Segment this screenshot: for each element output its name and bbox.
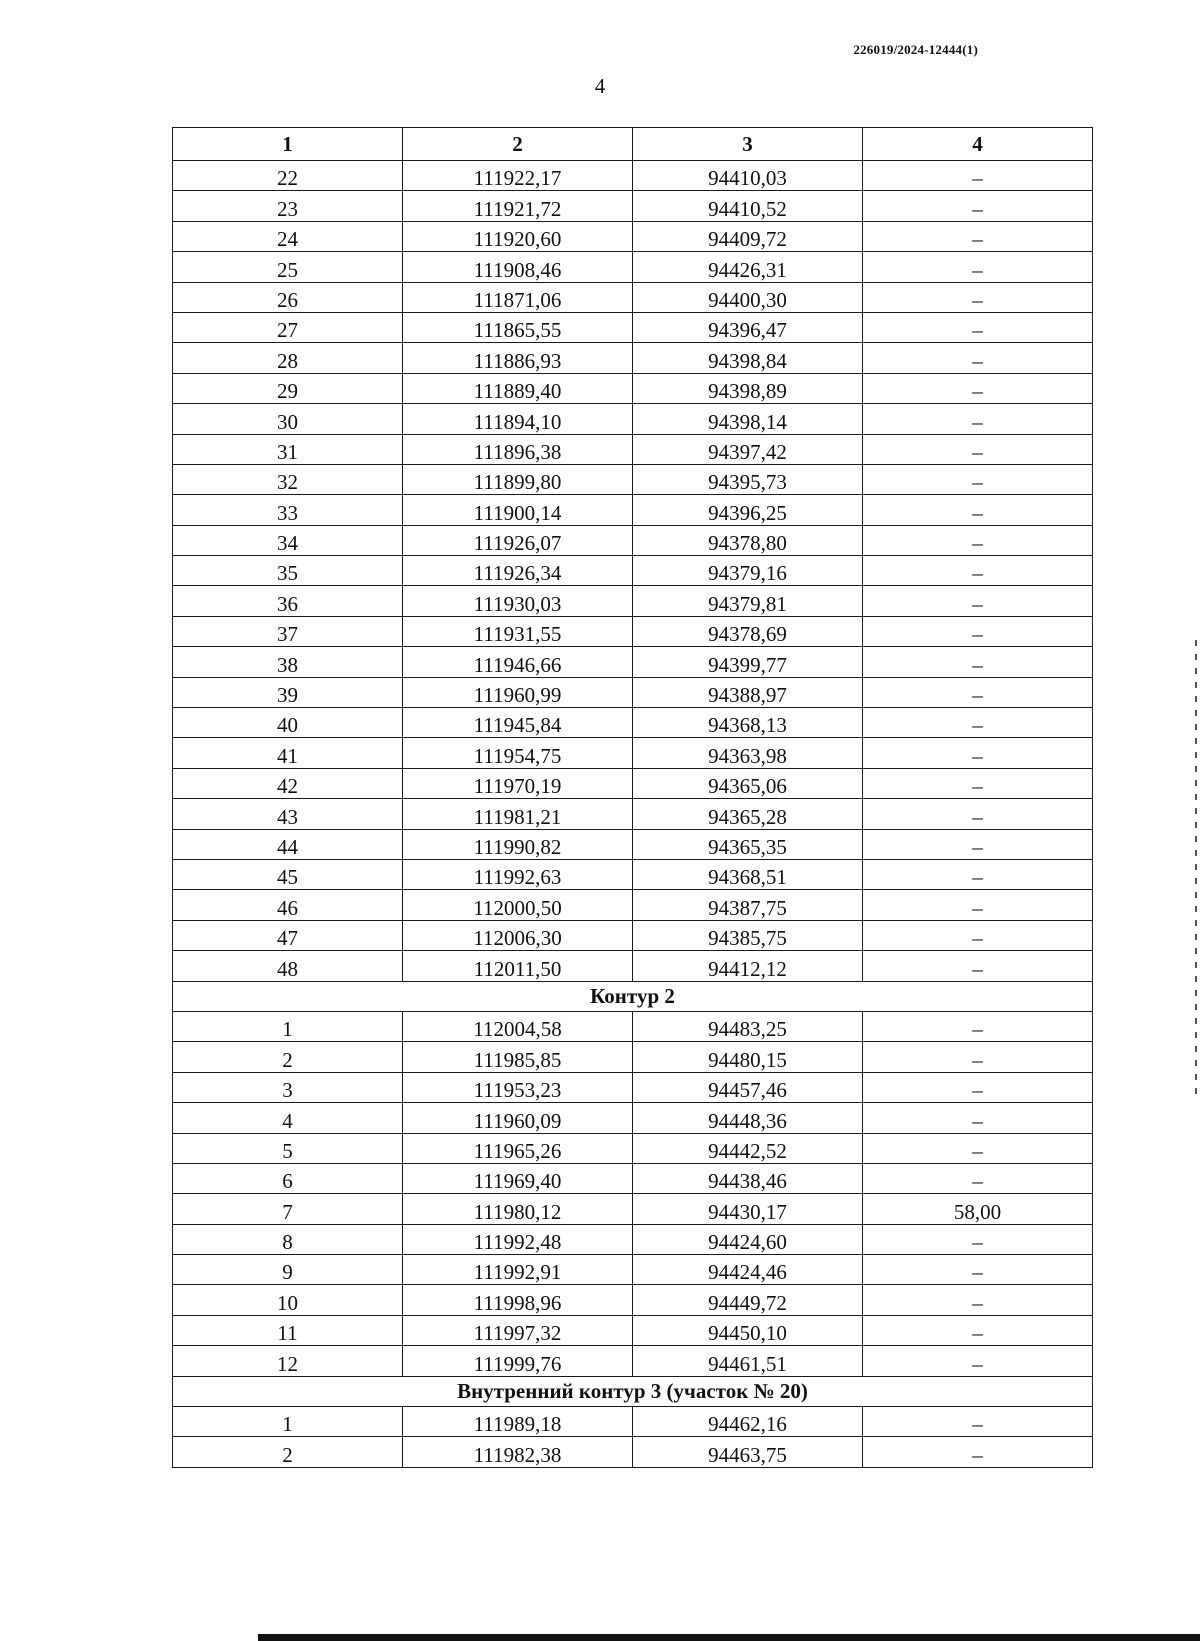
table-cell-col-2: 111921,72: [403, 191, 633, 221]
table-cell-col-3: 94397,42: [633, 434, 863, 464]
table-row: [173, 1011, 1093, 1041]
table-cell-col-3: 94388,97: [633, 677, 863, 707]
table-cell-col-3: 94396,25: [633, 495, 863, 525]
table-row: [173, 677, 1093, 707]
table-cell-col-4: –: [863, 434, 1093, 464]
table-cell-col-1: 45: [173, 859, 403, 889]
table-cell-col-1: 12: [173, 1346, 403, 1376]
table-cell-col-2: 111992,63: [403, 859, 633, 889]
table-row: [173, 1407, 1093, 1437]
table-row: [173, 890, 1093, 920]
table-row: [173, 282, 1093, 312]
table-cell-col-4: –: [863, 1103, 1093, 1133]
table-cell-col-2: 111989,18: [403, 1407, 633, 1437]
table-cell-col-1: 9: [173, 1255, 403, 1285]
table-cell-col-2: 111931,55: [403, 616, 633, 646]
table-cell-col-2: 111930,03: [403, 586, 633, 616]
table-cell-col-2: 111985,85: [403, 1042, 633, 1072]
table-cell-col-1: 38: [173, 647, 403, 677]
table-row: [173, 1042, 1093, 1072]
table-cell-col-2: 111960,09: [403, 1103, 633, 1133]
table-cell-col-4: –: [863, 799, 1093, 829]
table-cell-col-1: 30: [173, 404, 403, 434]
table-cell-col-3: 94449,72: [633, 1285, 863, 1315]
section-title: Контур 2: [173, 981, 1093, 1011]
table-cell-col-1: 24: [173, 221, 403, 251]
table-cell-col-3: 94398,84: [633, 343, 863, 373]
table-cell-col-3: 94378,69: [633, 616, 863, 646]
table-row: [173, 768, 1093, 798]
table-cell-col-3: 94430,17: [633, 1194, 863, 1224]
table-cell-col-4: –: [863, 1133, 1093, 1163]
table-cell-col-2: 111960,99: [403, 677, 633, 707]
table-cell-col-3: 94461,51: [633, 1346, 863, 1376]
table-cell-col-3: 94363,98: [633, 738, 863, 768]
table-cell-col-4: –: [863, 1255, 1093, 1285]
table-cell-col-1: 33: [173, 495, 403, 525]
table-cell-col-4: –: [863, 829, 1093, 859]
table-cell-col-3: 94379,16: [633, 556, 863, 586]
document-id: 226019/2024-12444(1): [853, 42, 978, 57]
table-cell-col-3: 94395,73: [633, 464, 863, 494]
table-cell-col-4: –: [863, 161, 1093, 191]
page-number: 4: [594, 74, 606, 98]
table-cell-col-3: 94424,60: [633, 1224, 863, 1254]
table-cell-col-4: –: [863, 1346, 1093, 1376]
table-row: [173, 1194, 1093, 1224]
table-cell-col-3: 94448,36: [633, 1103, 863, 1133]
table-cell-col-3: 94368,51: [633, 859, 863, 889]
table-cell-col-3: 94463,75: [633, 1437, 863, 1467]
table-cell-col-4: –: [863, 525, 1093, 555]
table-cell-col-3: 94426,31: [633, 252, 863, 282]
table-cell-col-3: 94365,06: [633, 768, 863, 798]
table-cell-col-2: 111899,80: [403, 464, 633, 494]
table-row: [173, 191, 1093, 221]
table-cell-col-4: –: [863, 252, 1093, 282]
table-cell-col-2: 111894,10: [403, 404, 633, 434]
table-cell-col-4: –: [863, 1285, 1093, 1315]
table-row: [173, 161, 1093, 191]
table-cell-col-2: 111920,60: [403, 221, 633, 251]
table-cell-col-3: 94398,89: [633, 373, 863, 403]
header-row: [173, 128, 1093, 161]
table-cell-col-2: 111926,34: [403, 556, 633, 586]
table-cell-col-2: 111926,07: [403, 525, 633, 555]
table-cell-col-4: –: [863, 404, 1093, 434]
table-cell-col-1: 29: [173, 373, 403, 403]
table-cell-col-1: 6: [173, 1163, 403, 1193]
table-cell-col-4: –: [863, 373, 1093, 403]
table-cell-col-2: 111946,66: [403, 647, 633, 677]
table-row: [173, 1224, 1093, 1254]
table-cell-col-3: 94378,80: [633, 525, 863, 555]
table-cell-col-2: 111982,38: [403, 1437, 633, 1467]
table-row: [173, 1285, 1093, 1315]
table-cell-col-1: 22: [173, 161, 403, 191]
table-row: [173, 951, 1093, 981]
table-row: [173, 829, 1093, 859]
table-cell-col-3: 94480,15: [633, 1042, 863, 1072]
table-cell-col-4: –: [863, 312, 1093, 342]
table-cell-col-4: –: [863, 890, 1093, 920]
table-cell-col-2: 111945,84: [403, 708, 633, 738]
table-cell-col-4: –: [863, 647, 1093, 677]
table-cell-col-2: 111954,75: [403, 738, 633, 768]
table-cell-col-3: 94409,72: [633, 221, 863, 251]
table-row: [173, 434, 1093, 464]
table-cell-col-4: –: [863, 677, 1093, 707]
table-cell-col-3: 94450,10: [633, 1315, 863, 1345]
table-cell-col-1: 34: [173, 525, 403, 555]
table-row: [173, 738, 1093, 768]
table-cell-col-3: 94424,46: [633, 1255, 863, 1285]
table-cell-col-1: 37: [173, 616, 403, 646]
table-cell-col-2: 111969,40: [403, 1163, 633, 1193]
table-row: [173, 525, 1093, 555]
table-cell-col-1: 7: [173, 1194, 403, 1224]
table-cell-col-2: 111896,38: [403, 434, 633, 464]
table-cell-col-1: 3: [173, 1072, 403, 1102]
table-cell-col-1: 47: [173, 920, 403, 950]
table-cell-col-4: –: [863, 951, 1093, 981]
scan-right-edge-marks: [1195, 640, 1197, 1100]
table-cell-col-1: 23: [173, 191, 403, 221]
table-cell-col-4: –: [863, 464, 1093, 494]
table-cell-col-2: 111997,32: [403, 1315, 633, 1345]
table-cell-col-3: 94365,28: [633, 799, 863, 829]
table-cell-col-1: 25: [173, 252, 403, 282]
table-cell-col-4: –: [863, 738, 1093, 768]
table-row: [173, 616, 1093, 646]
table-cell-col-3: 94385,75: [633, 920, 863, 950]
table-cell-col-4: –: [863, 1315, 1093, 1345]
section-title: Внутренний контур 3 (участок № 20): [173, 1376, 1093, 1406]
table-row: [173, 586, 1093, 616]
table-cell-col-4: –: [863, 221, 1093, 251]
table-cell-col-3: 94483,25: [633, 1011, 863, 1041]
table-cell-col-2: 112006,30: [403, 920, 633, 950]
table-row: [173, 1255, 1093, 1285]
column-header-4: 4: [863, 128, 1093, 161]
table-cell-col-4: –: [863, 586, 1093, 616]
table-cell-col-1: 32: [173, 464, 403, 494]
table-cell-col-4: –: [863, 1042, 1093, 1072]
table-cell-col-2: 112000,50: [403, 890, 633, 920]
section-row: [173, 981, 1093, 1011]
table-cell-col-1: 40: [173, 708, 403, 738]
table-row: [173, 404, 1093, 434]
table-row: [173, 464, 1093, 494]
table-cell-col-4: –: [863, 1407, 1093, 1437]
table-cell-col-1: 2: [173, 1042, 403, 1072]
table-cell-col-4: –: [863, 343, 1093, 373]
table-cell-col-2: 111865,55: [403, 312, 633, 342]
table-cell-col-1: 39: [173, 677, 403, 707]
table-cell-col-1: 4: [173, 1103, 403, 1133]
table-cell-col-4: –: [863, 495, 1093, 525]
table-cell-col-1: 5: [173, 1133, 403, 1163]
table-cell-col-2: 111953,23: [403, 1072, 633, 1102]
table-cell-col-4: –: [863, 556, 1093, 586]
table-cell-col-4: 58,00: [863, 1194, 1093, 1224]
column-header-3: 3: [633, 128, 863, 161]
table-cell-col-4: –: [863, 616, 1093, 646]
table-cell-col-3: 94399,77: [633, 647, 863, 677]
table-cell-col-2: 111871,06: [403, 282, 633, 312]
table-cell-col-2: 111970,19: [403, 768, 633, 798]
table-row: [173, 1437, 1093, 1467]
table-cell-col-2: 112004,58: [403, 1011, 633, 1041]
table-row: [173, 373, 1093, 403]
table-cell-col-4: –: [863, 1163, 1093, 1193]
table-cell-col-2: 111980,12: [403, 1194, 633, 1224]
table-row: [173, 920, 1093, 950]
table-cell-col-4: –: [863, 191, 1093, 221]
table-cell-col-2: 111990,82: [403, 829, 633, 859]
table-cell-col-4: –: [863, 1072, 1093, 1102]
coordinates-table: [172, 127, 1093, 1468]
table-cell-col-1: 46: [173, 890, 403, 920]
table-cell-col-4: –: [863, 920, 1093, 950]
table-cell-col-4: –: [863, 282, 1093, 312]
table-cell-col-3: 94410,03: [633, 161, 863, 191]
table-row: [173, 647, 1093, 677]
table-cell-col-2: 111998,96: [403, 1285, 633, 1315]
table-cell-col-1: 42: [173, 768, 403, 798]
table-cell-col-1: 35: [173, 556, 403, 586]
table-cell-col-1: 11: [173, 1315, 403, 1345]
table-header: [173, 128, 1093, 161]
table-cell-col-1: 44: [173, 829, 403, 859]
table-cell-col-2: 112011,50: [403, 951, 633, 981]
table-cell-col-1: 36: [173, 586, 403, 616]
table-cell-col-4: –: [863, 1011, 1093, 1041]
table-cell-col-1: 1: [173, 1407, 403, 1437]
table-cell-col-3: 94410,52: [633, 191, 863, 221]
table-cell-col-4: –: [863, 1437, 1093, 1467]
table-cell-col-2: 111992,91: [403, 1255, 633, 1285]
table-row: [173, 1346, 1093, 1376]
table-cell-col-3: 94365,35: [633, 829, 863, 859]
table-row: [173, 1315, 1093, 1345]
table-cell-col-1: 28: [173, 343, 403, 373]
column-header-1: 1: [173, 128, 403, 161]
table-cell-col-2: 111900,14: [403, 495, 633, 525]
table-cell-col-1: 48: [173, 951, 403, 981]
table-cell-col-1: 31: [173, 434, 403, 464]
table-cell-col-1: 27: [173, 312, 403, 342]
table-cell-col-1: 41: [173, 738, 403, 768]
table-row: [173, 343, 1093, 373]
table-cell-col-3: 94379,81: [633, 586, 863, 616]
table-cell-col-1: 1: [173, 1011, 403, 1041]
table-row: [173, 708, 1093, 738]
table-cell-col-3: 94457,46: [633, 1072, 863, 1102]
table-row: [173, 859, 1093, 889]
table-cell-col-1: 43: [173, 799, 403, 829]
table-row: [173, 1072, 1093, 1102]
table-cell-col-3: 94400,30: [633, 282, 863, 312]
table-cell-col-2: 111908,46: [403, 252, 633, 282]
table-cell-col-3: 94462,16: [633, 1407, 863, 1437]
table-cell-col-1: 26: [173, 282, 403, 312]
section-row: [173, 1376, 1093, 1406]
table-cell-col-3: 94442,52: [633, 1133, 863, 1163]
table-cell-col-2: 111981,21: [403, 799, 633, 829]
table-cell-col-3: 94387,75: [633, 890, 863, 920]
table-row: [173, 799, 1093, 829]
table-cell-col-3: 94396,47: [633, 312, 863, 342]
table-row: [173, 556, 1093, 586]
table-cell-col-3: 94398,14: [633, 404, 863, 434]
table-cell-col-3: 94412,12: [633, 951, 863, 981]
table-cell-col-4: –: [863, 708, 1093, 738]
table-cell-col-4: –: [863, 768, 1093, 798]
column-header-2: 2: [403, 128, 633, 161]
scan-bottom-edge: [258, 1634, 1200, 1641]
table-body: [173, 161, 1093, 1468]
table-row: [173, 312, 1093, 342]
table-cell-col-4: –: [863, 1224, 1093, 1254]
table-cell-col-1: 10: [173, 1285, 403, 1315]
table-row: [173, 252, 1093, 282]
table-row: [173, 1103, 1093, 1133]
table-cell-col-4: –: [863, 859, 1093, 889]
table-cell-col-2: 111886,93: [403, 343, 633, 373]
table-cell-col-1: 2: [173, 1437, 403, 1467]
table-row: [173, 495, 1093, 525]
table-row: [173, 1163, 1093, 1193]
table-cell-col-3: 94368,13: [633, 708, 863, 738]
table-cell-col-2: 111965,26: [403, 1133, 633, 1163]
table-row: [173, 1133, 1093, 1163]
table-cell-col-2: 111992,48: [403, 1224, 633, 1254]
table-cell-col-3: 94438,46: [633, 1163, 863, 1193]
table-cell-col-2: 111889,40: [403, 373, 633, 403]
table-cell-col-2: 111999,76: [403, 1346, 633, 1376]
table-cell-col-1: 8: [173, 1224, 403, 1254]
table-row: [173, 221, 1093, 251]
table-cell-col-2: 111922,17: [403, 161, 633, 191]
